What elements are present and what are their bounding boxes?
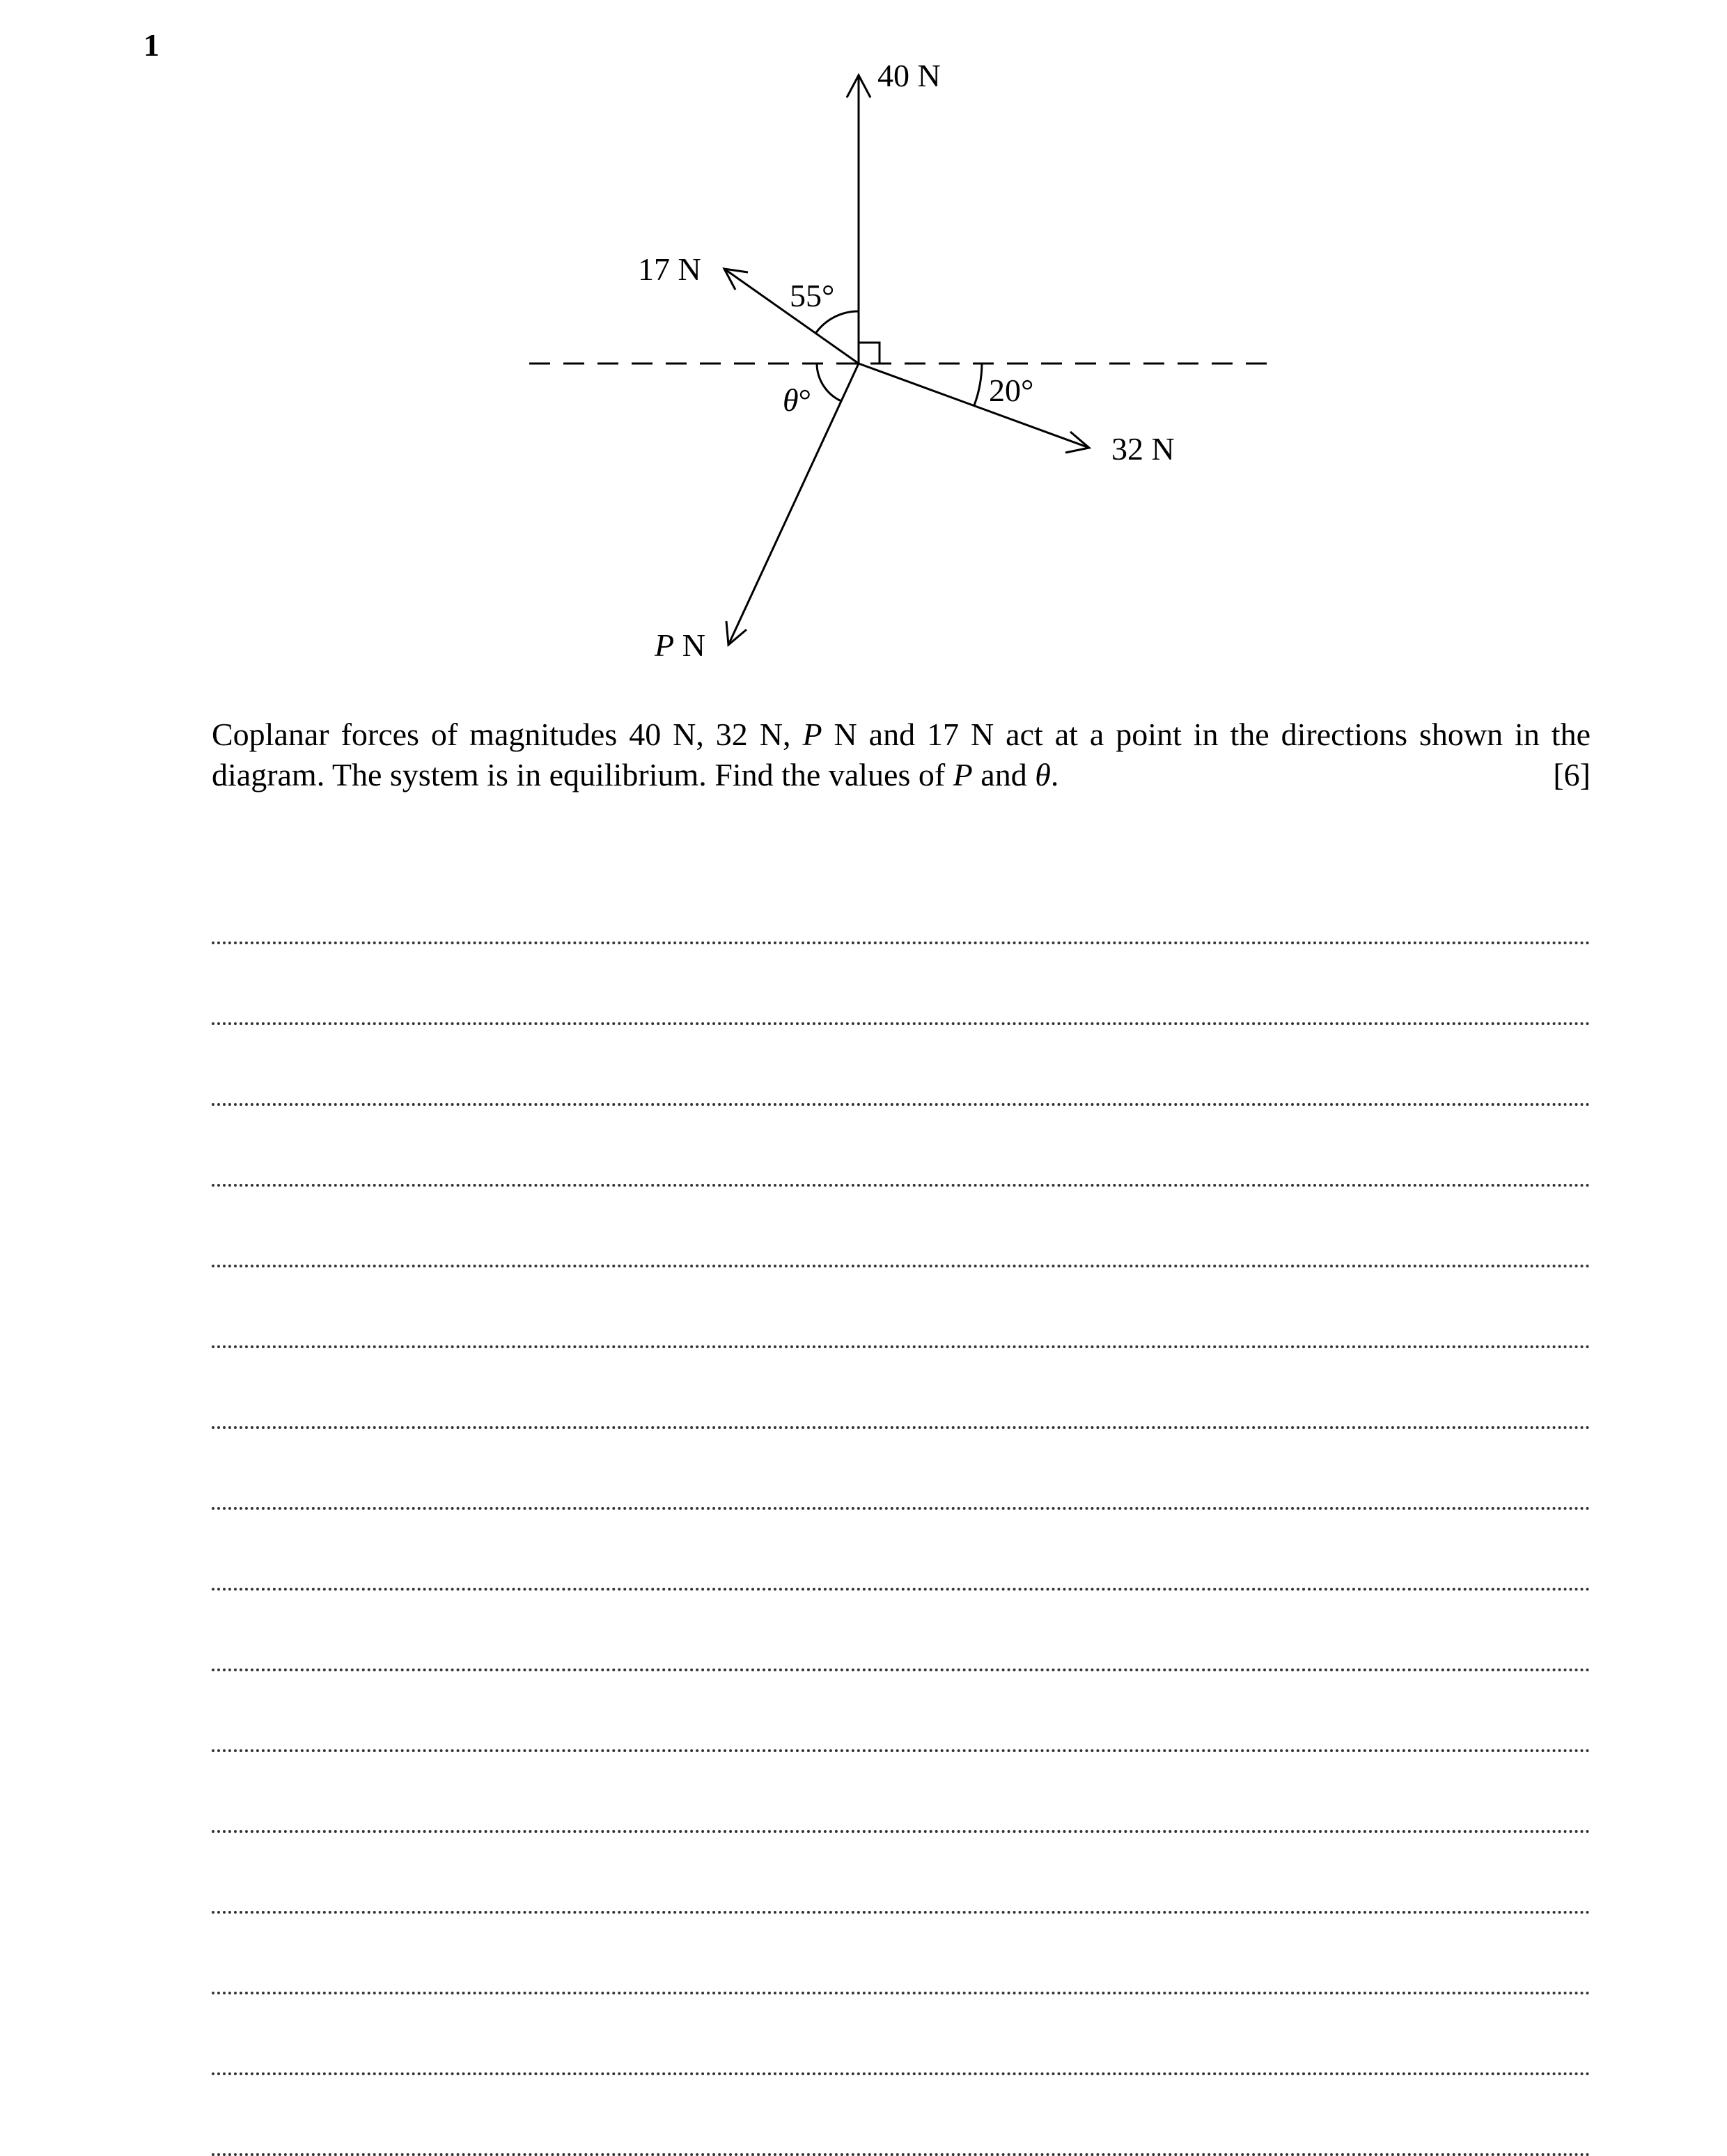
angle-theta-arc	[817, 364, 841, 401]
variable-p: P	[953, 757, 973, 792]
force-diagram	[0, 0, 1727, 696]
question-text	[212, 714, 1591, 795]
answer-line[interactable]	[212, 1429, 1591, 1510]
force-40n-label: 40 N	[877, 58, 941, 93]
angle-20-arc	[974, 364, 982, 405]
answer-line[interactable]	[212, 1510, 1591, 1591]
answer-line[interactable]	[212, 944, 1591, 1025]
answer-line[interactable]	[212, 1914, 1591, 1994]
question-number: 1	[143, 27, 159, 63]
answer-line[interactable]	[212, 1671, 1591, 1752]
question-text-line-1	[212, 714, 1591, 755]
theta-symbol: θ	[783, 382, 799, 418]
answer-line[interactable]	[212, 1025, 1591, 1106]
angle-theta-label	[783, 382, 811, 418]
force-p-unit: N	[674, 627, 705, 663]
text-segment: and	[972, 757, 1036, 792]
angle-55-label: 55°	[790, 278, 835, 313]
answer-line[interactable]	[212, 1752, 1591, 1833]
answer-line[interactable]	[212, 1267, 1591, 1348]
question-text-line-2	[212, 755, 1591, 795]
answer-line[interactable]	[212, 1591, 1591, 1671]
theta-degree: °	[798, 382, 812, 418]
text-segment: .	[1050, 757, 1059, 792]
answer-line[interactable]	[212, 1348, 1591, 1429]
text-segment: N and 17 N act at a point in the directions shown in the	[822, 717, 1591, 752]
force-p-label	[654, 627, 705, 663]
text-segment: diagram. The system is in equilibrium. Find the values of	[212, 757, 953, 792]
variable-p: P	[802, 717, 822, 752]
force-32n-label: 32 N	[1111, 431, 1175, 467]
right-angle-marker	[859, 343, 880, 364]
answer-line[interactable]	[212, 1994, 1591, 2075]
force-32n-line	[859, 364, 1089, 448]
answer-line[interactable]	[212, 2075, 1591, 2156]
angle-55-arc	[815, 311, 859, 334]
answer-line[interactable]	[212, 1106, 1591, 1187]
variable-theta: θ	[1035, 757, 1051, 792]
force-17n-label: 17 N	[638, 251, 701, 287]
text-segment: Coplanar forces of magnitudes 40 N, 32 N,	[212, 717, 803, 752]
answer-line[interactable]	[212, 1833, 1591, 1914]
question-marks: [6]	[1553, 757, 1591, 792]
answer-line[interactable]	[212, 864, 1591, 944]
angle-20-label: 20°	[989, 373, 1034, 408]
force-p-symbol: P	[655, 627, 675, 663]
answer-lines	[212, 864, 1591, 2156]
force-32n-arrowhead	[1065, 432, 1089, 453]
answer-line[interactable]	[212, 1187, 1591, 1267]
